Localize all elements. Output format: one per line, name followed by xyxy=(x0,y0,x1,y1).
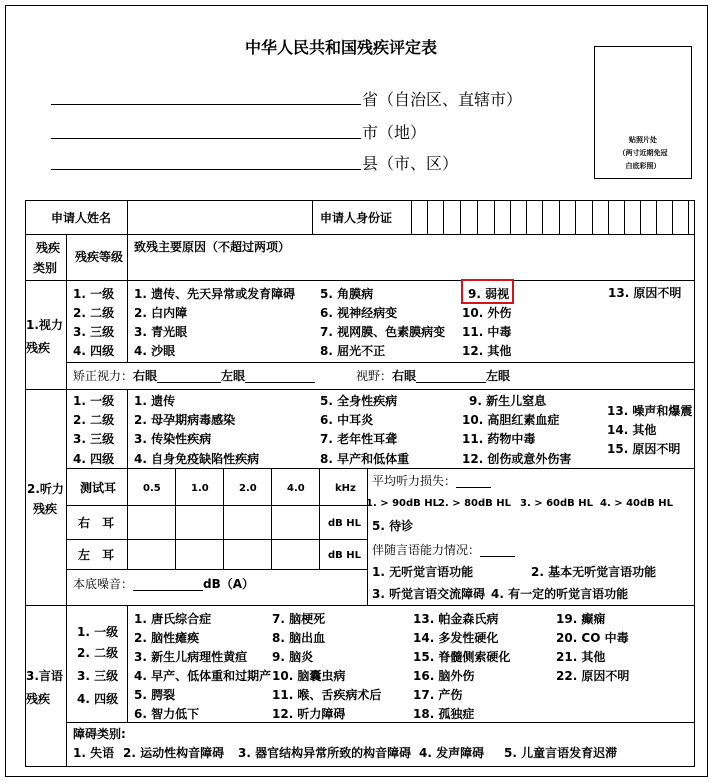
speech-cause-9[interactable]: 9. 脑炎 xyxy=(272,650,314,664)
freq-2-0-header: 2.0 xyxy=(239,483,257,494)
photo-text-3: 白底彩照） xyxy=(625,162,661,170)
right-ear-unit: dB HL xyxy=(328,518,362,529)
speech-ability-option-1[interactable]: 1. 无听觉言语功能 xyxy=(372,565,474,579)
hearing-grade-3[interactable]: 3. 三级 xyxy=(73,432,115,446)
ambient-noise-label: 本底噪音： xyxy=(73,577,134,591)
hearing-cause-3[interactable]: 3. 传染性疾病 xyxy=(134,432,212,446)
vision-grade-3[interactable]: 3. 三级 xyxy=(73,325,115,339)
cause-header: 致残主要原因（不超过两项） xyxy=(134,240,291,254)
category-header-2: 类别 xyxy=(33,261,58,275)
right-ear-1-0-input[interactable] xyxy=(176,506,223,539)
hearing-cause-5[interactable]: 5. 全身性疾病 xyxy=(320,394,398,408)
disorder-type-1[interactable]: 1. 失语 xyxy=(73,746,115,760)
vision-cause-4[interactable]: 4. 沙眼 xyxy=(134,344,176,358)
vision-grade-2[interactable]: 2. 二级 xyxy=(73,306,115,320)
province-input[interactable] xyxy=(51,104,361,105)
speech-ability-option-4[interactable]: 4. 有一定的听觉言语功能 xyxy=(491,587,629,601)
right-ear-2-0-input[interactable] xyxy=(224,506,271,539)
freq-0-5-header: 0.5 xyxy=(143,483,161,494)
avg-loss-option-1[interactable]: 1. > 90dB HL xyxy=(366,498,440,509)
right-ear-label: 右 耳 xyxy=(78,516,115,530)
speech-cause-19[interactable]: 19. 癫痫 xyxy=(556,612,606,626)
speech-cause-15[interactable]: 15. 脊髓侧索硬化 xyxy=(413,650,511,664)
applicant-id-label: 申请人身份证 xyxy=(320,211,393,225)
hearing-cause-7[interactable]: 7. 老年性耳聋 xyxy=(320,432,398,446)
left-ear-1-0-input[interactable] xyxy=(176,540,223,569)
vision-cause-3[interactable]: 3. 青光眼 xyxy=(134,325,188,339)
corrected-left-eye-label: 左眼 xyxy=(221,369,246,383)
speech-cause-12[interactable]: 12. 听力障碍 xyxy=(272,707,346,721)
form-title: 中华人民共和国残疾评定表 xyxy=(245,38,438,57)
disorder-type-label: 障碍类别: xyxy=(73,727,126,741)
disorder-type-4[interactable]: 4. 发声障碍 xyxy=(419,746,485,760)
hearing-cause-12[interactable]: 12. 创伤或意外伤害 xyxy=(462,452,572,466)
speech-grade-1[interactable]: 1. 一级 xyxy=(77,625,119,639)
speech-grade-4[interactable]: 4. 四级 xyxy=(77,692,119,706)
vision-category-1: 1.视力 xyxy=(26,318,63,332)
speech-cause-4[interactable]: 4. 早产、低体重和过期产 xyxy=(134,669,272,683)
vision-cause-8[interactable]: 8. 屈光不正 xyxy=(320,344,386,358)
left-ear-0-5-input[interactable] xyxy=(128,540,175,569)
right-ear-4-0-input[interactable] xyxy=(272,506,319,539)
left-ear-2-0-input[interactable] xyxy=(224,540,271,569)
vision-cause-11[interactable]: 11. 中毒 xyxy=(462,325,512,339)
hearing-grade-2[interactable]: 2. 二级 xyxy=(73,413,115,427)
speech-cause-3[interactable]: 3. 新生儿病理性黄疸 xyxy=(134,650,248,664)
disorder-type-3[interactable]: 3. 器官结构异常所致的构音障碍 xyxy=(238,746,412,760)
hearing-cause-8[interactable]: 8. 早产和低体重 xyxy=(320,452,410,466)
speech-cause-21[interactable]: 21. 其他 xyxy=(556,650,606,664)
hearing-cause-2[interactable]: 2. 母孕期病毒感染 xyxy=(134,413,236,427)
speech-cause-16[interactable]: 16. 脑外伤 xyxy=(413,669,475,683)
speech-cause-17[interactable]: 17. 产伤 xyxy=(413,688,463,702)
speech-ability-option-2[interactable]: 2. 基本无听觉言语功能 xyxy=(531,565,657,579)
speech-cause-22[interactable]: 22. 原因不明 xyxy=(556,669,630,683)
hearing-cause-13[interactable]: 13. 噪声和爆震 xyxy=(607,404,693,418)
hearing-grade-1[interactable]: 1. 一级 xyxy=(73,394,115,408)
speech-ability-label: 伴随言语能力情况： xyxy=(372,543,481,557)
hearing-category-2: 残疾 xyxy=(33,502,58,516)
vision-cause-13[interactable]: 13. 原因不明 xyxy=(608,286,682,300)
freq-1-0-header: 1.0 xyxy=(191,483,209,494)
city-label: 市（地） xyxy=(362,123,427,142)
right-ear-0-5-input[interactable] xyxy=(128,506,175,539)
avg-loss-option-2[interactable]: 2. > 80dB HL xyxy=(438,498,512,509)
speech-cause-10[interactable]: 10. 脑囊虫病 xyxy=(272,669,346,683)
category-header-1: 残疾 xyxy=(36,241,61,255)
corrected-right-eye-input[interactable] xyxy=(157,371,221,383)
speech-cause-2[interactable]: 2. 脑性瘫痪 xyxy=(134,631,200,645)
speech-ability-option-3[interactable]: 3. 听觉言语交流障碍 xyxy=(372,587,486,601)
hearing-cause-1[interactable]: 1. 遗传 xyxy=(134,394,176,408)
selected-cause-highlight xyxy=(461,279,514,304)
hearing-cause-9[interactable]: 9. 新生儿窒息 xyxy=(469,394,547,408)
applicant-name-input[interactable] xyxy=(128,201,312,234)
speech-cause-8[interactable]: 8. 脑出血 xyxy=(272,631,326,645)
khz-header: kHz xyxy=(335,483,356,494)
avg-loss-row xyxy=(372,474,491,488)
avg-loss-input[interactable] xyxy=(456,476,491,488)
vision-cause-12[interactable]: 12. 其他 xyxy=(462,344,512,358)
hearing-cause-15[interactable]: 15. 原因不明 xyxy=(607,442,681,456)
vision-cause-6[interactable]: 6. 视神经病变 xyxy=(320,306,398,320)
photo-box[interactable] xyxy=(594,46,692,179)
hearing-cause-11[interactable]: 11. 药物中毒 xyxy=(462,432,536,446)
avg-loss-option-4[interactable]: 4. > 40dB HL xyxy=(600,498,674,509)
vision-cause-10[interactable]: 10. 外伤 xyxy=(462,306,512,320)
corrected-left-eye-input[interactable] xyxy=(245,371,315,383)
speech-cause-13[interactable]: 13. 帕金森氏病 xyxy=(413,612,499,626)
vision-cause-7[interactable]: 7. 视网膜、色素膜病变 xyxy=(320,325,446,339)
speech-grade-2[interactable]: 2. 二级 xyxy=(77,646,119,660)
field-left-eye-label: 左眼 xyxy=(486,369,511,383)
vision-cause-2[interactable]: 2. 白内障 xyxy=(134,306,188,320)
left-ear-label: 左 耳 xyxy=(78,548,115,562)
city-input[interactable] xyxy=(51,138,361,139)
visual-field-label: 视野： xyxy=(356,369,393,383)
vision-category-2: 残疾 xyxy=(26,341,51,355)
hearing-category-1: 2.听力 xyxy=(27,482,64,496)
province-label: 省（自治区、直辖市） xyxy=(362,90,523,109)
speech-grade-3[interactable]: 3. 三级 xyxy=(77,669,119,683)
county-label: 县（市、区） xyxy=(362,154,459,173)
field-right-eye-label: 右眼 xyxy=(392,369,417,383)
field-right-eye-input[interactable] xyxy=(416,371,486,383)
speech-ability-row xyxy=(372,543,515,557)
speech-category-1: 3.言语 xyxy=(26,669,63,683)
vision-grade-4[interactable]: 4. 四级 xyxy=(73,344,115,358)
hearing-cause-14[interactable]: 14. 其他 xyxy=(607,423,657,437)
freq-4-0-header: 4.0 xyxy=(287,483,305,494)
speech-cause-7[interactable]: 7. 脑梗死 xyxy=(272,612,326,626)
speech-ability-input[interactable] xyxy=(480,545,515,557)
hearing-cause-6[interactable]: 6. 中耳炎 xyxy=(320,413,374,427)
avg-loss-label: 平均听力损失： xyxy=(372,474,457,488)
speech-cause-11[interactable]: 11. 喉、舌疾病术后 xyxy=(272,688,382,702)
avg-loss-option-5[interactable]: 5. 待诊 xyxy=(372,519,414,533)
test-ear-header: 测试耳 xyxy=(80,481,117,495)
hearing-cause-10[interactable]: 10. 高胆红素血症 xyxy=(462,413,560,427)
vision-cause-5[interactable]: 5. 角膜病 xyxy=(320,287,374,301)
photo-text-1: 贴照片处 xyxy=(629,136,657,144)
speech-cause-5[interactable]: 5. 腭裂 xyxy=(134,688,176,702)
county-input[interactable] xyxy=(51,169,361,170)
ambient-noise-unit: dB（A） xyxy=(203,577,255,591)
vision-grade-1[interactable]: 1. 一级 xyxy=(73,287,115,301)
applicant-id-input[interactable] xyxy=(412,201,694,234)
disorder-type-2[interactable]: 2. 运动性构音障碍 xyxy=(123,746,225,760)
vision-cause-1[interactable]: 1. 遗传、先天异常或发育障碍 xyxy=(134,287,296,301)
applicant-name-label: 申请人姓名 xyxy=(51,211,112,225)
speech-cause-14[interactable]: 14. 多发性硬化 xyxy=(413,631,499,645)
avg-loss-option-3[interactable]: 3. > 60dB HL xyxy=(520,498,594,509)
speech-cause-20[interactable]: 20. CO 中毒 xyxy=(556,631,629,645)
corrected-right-eye-label: 右眼 xyxy=(133,369,158,383)
left-ear-unit: dB HL xyxy=(328,550,362,561)
speech-cause-1[interactable]: 1. 唐氏综合症 xyxy=(134,612,212,626)
speech-category-2: 残疾 xyxy=(26,692,51,706)
ambient-noise-row xyxy=(73,577,254,591)
speech-cause-6[interactable]: 6. 智力低下 xyxy=(134,707,200,721)
disorder-type-5[interactable]: 5. 儿童言语发育迟滞 xyxy=(504,746,618,760)
hearing-grade-4[interactable]: 4. 四级 xyxy=(73,452,115,466)
photo-text-2: （两寸近期免冠 xyxy=(618,149,668,157)
corrected-vision-label: 矫正视力： xyxy=(73,369,134,383)
hearing-cause-4[interactable]: 4. 自身免疫缺陷性疾病 xyxy=(134,452,260,466)
ambient-noise-input[interactable] xyxy=(133,579,203,591)
left-ear-4-0-input[interactable] xyxy=(272,540,319,569)
speech-cause-18[interactable]: 18. 孤独症 xyxy=(413,707,475,721)
vision-cause-9[interactable]: 9. 弱视 xyxy=(468,287,510,301)
corrected-vision-row xyxy=(73,369,315,383)
visual-field-row xyxy=(356,369,510,383)
grade-header: 残疾等级 xyxy=(75,250,124,264)
